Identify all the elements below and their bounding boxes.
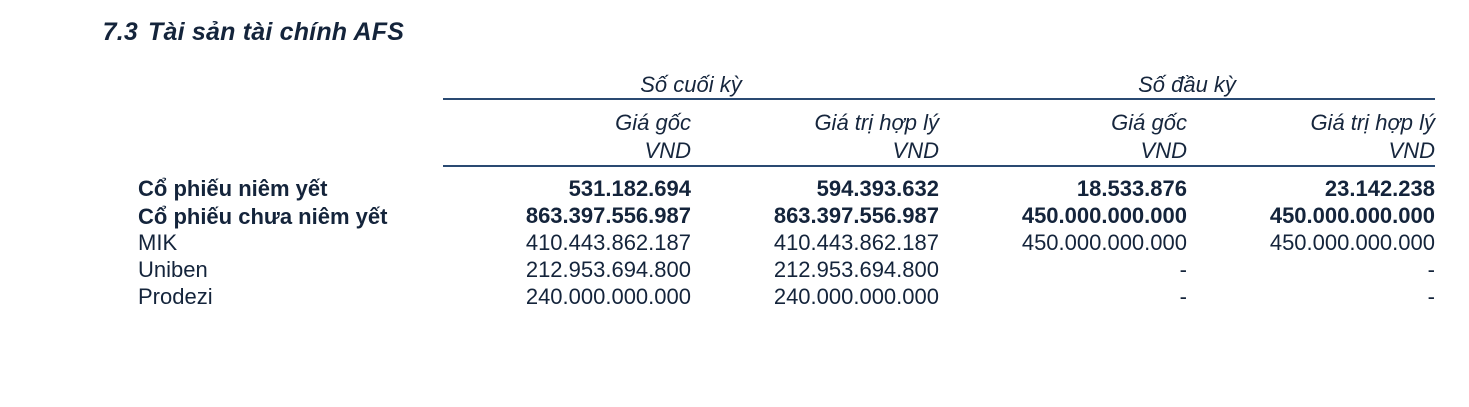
table-row [138,284,1435,311]
row-value: - [1427,283,1435,309]
column-header-cost-opening [939,109,1187,166]
row-value: 410.443.862.187 [525,229,691,255]
row-value: 240.000.000.000 [525,283,691,309]
column-header-spacer [138,109,443,166]
row-value: 23.142.238 [1324,176,1435,202]
section-heading [26,14,404,51]
column-header-row [138,109,1435,166]
column-header-fairvalue-opening [1187,109,1435,166]
row-value: 863.397.556.987 [525,203,691,229]
row-value: 18.533.876 [1076,176,1187,202]
column-header-fairvalue-current-title: Giá trị hợp lý [814,110,939,135]
afs-table [138,72,1435,310]
column-header-fairvalue-current-unit: VND [892,138,939,164]
group-header-opening-period: Số đầu kỳ [939,72,1435,99]
row-value: 212.953.694.800 [773,256,939,282]
table-row [138,203,1435,230]
row-value: - [1179,256,1187,282]
group-header-current-period: Số cuối kỳ [443,72,939,99]
row-label: Uniben [138,256,208,282]
table-row [138,230,1435,257]
table-row [138,176,1435,203]
section-number: 7.3 [102,18,138,46]
row-label: MIK [138,229,178,255]
row-label: Cổ phiếu chưa niêm yết [138,204,388,230]
row-label: Cổ phiếu niêm yết [138,176,328,202]
row-value: 450.000.000.000 [1021,203,1187,229]
column-header-fairvalue-opening-title: Giá trị hợp lý [1310,110,1435,135]
row-value: - [1179,283,1187,309]
column-header-fairvalue-opening-unit: VND [1388,138,1435,164]
row-value: 594.393.632 [816,176,939,202]
row-value: 531.182.694 [568,176,691,202]
group-header-row [138,72,1435,99]
rule-spacer-row [138,166,1435,176]
page-title: Tài sản tài chính AFS [148,18,405,46]
column-header-cost-current [443,109,691,166]
column-header-cost-opening-unit: VND [1140,138,1187,164]
row-value: 240.000.000.000 [773,283,939,309]
group-header-spacer [138,72,443,99]
row-value: - [1427,256,1435,282]
row-value: 212.953.694.800 [525,256,691,282]
row-value: 863.397.556.987 [773,203,939,229]
row-value: 450.000.000.000 [1269,229,1435,255]
row-value: 450.000.000.000 [1269,203,1435,229]
column-header-cost-current-title: Giá gốc [615,110,691,135]
column-header-cost-opening-title: Giá gốc [1111,110,1187,135]
row-value: 450.000.000.000 [1021,229,1187,255]
row-value: 410.443.862.187 [773,229,939,255]
column-header-fairvalue-current [691,109,939,166]
table-row [138,257,1435,284]
column-header-cost-current-unit: VND [644,138,691,164]
header-spacer-row [138,99,1435,109]
row-label: Prodezi [138,283,213,309]
